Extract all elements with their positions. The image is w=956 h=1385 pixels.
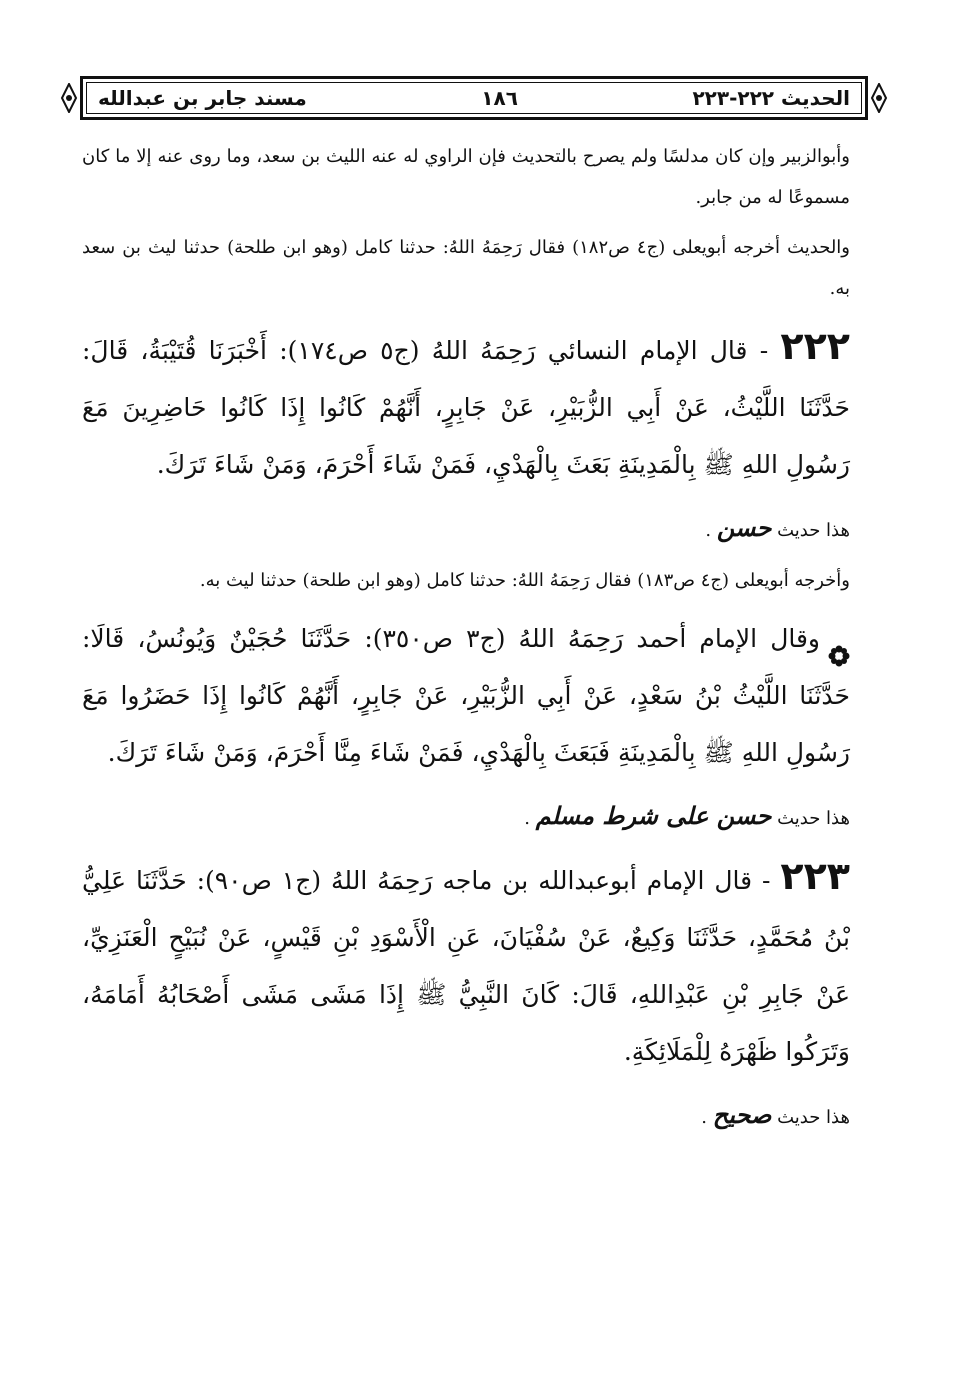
hadith-number: ٢٢٢	[780, 324, 851, 368]
header-row	[98, 82, 850, 114]
takhrij-paragraph: وأخرجه أبويعلى (ج٤ ص١٨٣) فقال رَحِمَهُ اللهُ: حدثنا كامل (وهو ابن طلحة) حدثنا ليث به.	[199, 570, 850, 591]
page-number: ١٨٦	[481, 86, 518, 110]
grade-prefix: هذا حديث	[777, 520, 850, 541]
hadith-range: الحديث ٢٢٢-٢٢٣	[692, 86, 850, 110]
grade-prefix: هذا حديث	[777, 808, 850, 829]
hadith-text: - قال الإمام النسائي رَحِمَهُ اللهُ (ج٥ ص١٧٤): أَخْبَرَنَا قُتَيْبَةُ، قَالَ: حَدَّثَنَا اللَّيْثُ، عَنْ أَبِي الزُّبَيْرِ، عَنْ جَابِرٍ، أَنَّهُمْ كَانُوا إِذَا كَانُوا حَاضِرِينَ مَعَ رَسُولِ اللهِ ﷺ بِالْمَدِينَةِ بَعَثَ بِالْهَدْيِ، فَمَنْ شَاءَ أَحْرَمَ، وَمَنْ شَاءَ تَرَكَ.	[82, 336, 850, 479]
hadith-grade: هذا حديث صحيح .	[701, 1100, 850, 1129]
flower-icon	[828, 630, 850, 652]
grade-word: حسن على شرط مسلم	[535, 801, 772, 830]
commentary-paragraph: وأبوالزبير وإن كان مدلسًا ولم يصرح بالتحديث فإن الراوي له عنه الليث بن سعد، وما روى عنه إلا ما كان مسموعًا له من جابر.	[82, 146, 850, 208]
grade-word: حسن	[716, 513, 772, 542]
hadith-grade: هذا حديث حسن .	[705, 513, 850, 542]
page-body	[82, 136, 850, 1147]
page-header	[58, 72, 890, 124]
grade-word: صحيح	[712, 1100, 772, 1129]
hadith-ahmad	[82, 610, 850, 781]
hadith-text: - قال الإمام أبوعبدالله بن ماجه رَحِمَهُ اللهُ (ج١ ص٩٠): حَدَّثَنَا عَلِيُّ بْنُ مُحَمَّدٍ، حَدَّثَنَا وَكِيعٌ، عَنْ سُفْيَانَ، عَنِ الْأَسْوَدِ بْنِ قَيْسٍ، عَنْ نُبَيْحٍ الْعَنَزِيِّ، عَنْ جَابِرِ بْنِ عَبْدِاللهِ، قَالَ: كَانَ النَّبِيُّ ﷺ إِذَا مَشَى مَشَى أَصْحَابُهُ أَمَامَهُ، وَتَرَكُوا ظَهْرَهُ لِلْمَلَائِكَةِ.	[82, 866, 850, 1066]
ornament-icon	[868, 82, 890, 114]
ornament-icon	[58, 82, 80, 114]
book-title: مسند جابر بن عبدالله	[98, 86, 307, 110]
takhrij-paragraph: والحديث أخرجه أبويعلى (ج٤ ص١٨٢) فقال رَحِمَهُ اللهُ: حدثنا كامل (وهو ابن طلحة) حدثنا ليث بن سعد به.	[82, 237, 851, 299]
hadith-grade: هذا حديث حسن على شرط مسلم .	[524, 801, 850, 830]
hadith-number: ٢٢٣	[780, 854, 851, 898]
grade-prefix: هذا حديث	[777, 1107, 850, 1128]
hadith-223	[82, 848, 850, 1080]
hadith-text: وقال الإمام أحمد رَحِمَهُ اللهُ (ج٣ ص٣٥٠): حَدَّثَنَا حُجَيْنٌ وَيُونُسُ، قَالَا: حَدَّثَنَا اللَّيْثُ بْنُ سَعْدٍ، عَنْ أَبِي الزُّبَيْرِ، عَنْ جَابِرٍ، أَنَّهُمْ كَانُوا إِذَا حَضَرُوا مَعَ رَسُولِ اللهِ ﷺ بِالْمَدِينَةِ فَبَعَثَ بِالْهَدْيِ، فَمَنْ شَاءَ مِنَّا أَحْرَمَ، وَمَنْ شَاءَ تَرَكَ.	[82, 624, 850, 767]
hadith-222	[82, 318, 850, 493]
